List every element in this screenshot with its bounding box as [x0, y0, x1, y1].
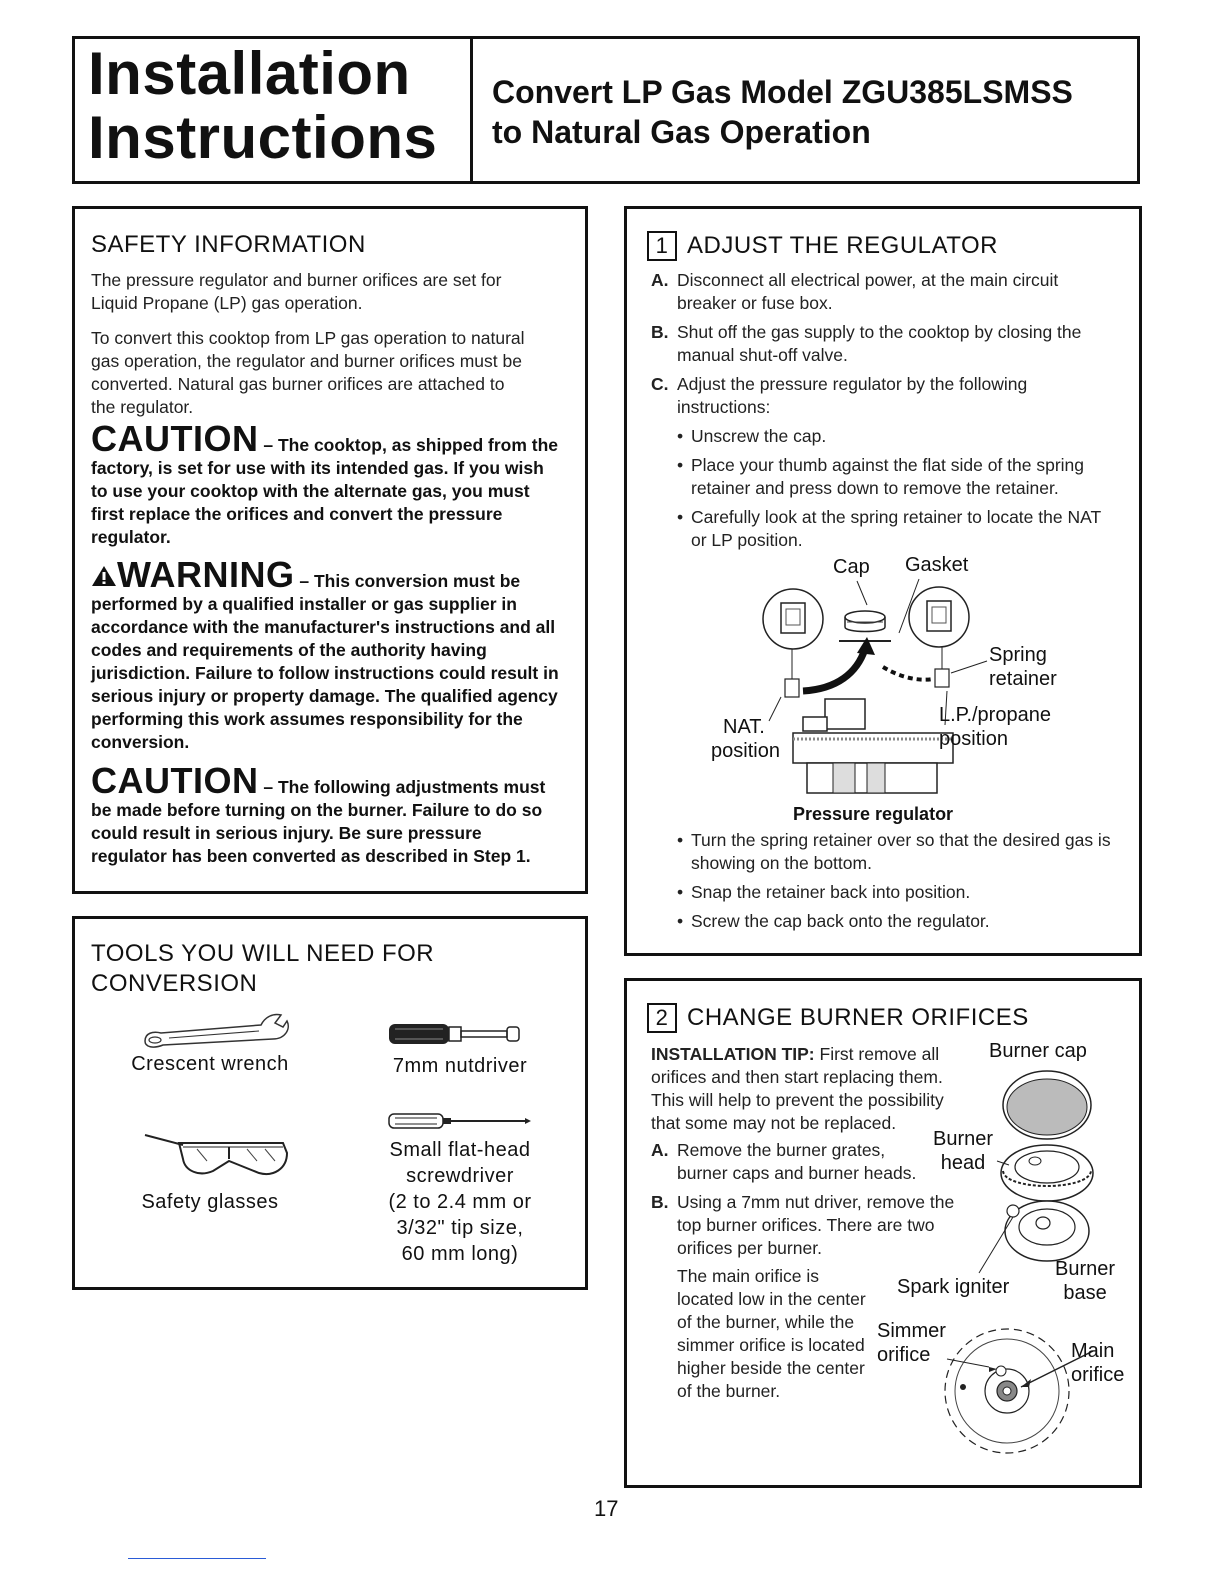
screwdriver-label-line-1: Small flat-head — [389, 1139, 531, 1161]
tip-text-1: First remove all — [819, 1044, 940, 1064]
step1-more-bullets — [651, 829, 1121, 933]
cap-label: Cap — [833, 556, 870, 578]
step2-heading — [647, 1003, 1029, 1033]
page-subtitle — [492, 72, 1073, 152]
screwdriver-label-line-4: 3/32" tip size, — [396, 1217, 524, 1239]
burner-base-line-1: Burner — [1055, 1258, 1116, 1280]
step1-item-b-letter: B. — [651, 322, 669, 342]
simmer-orifice-line-1: Simmer — [877, 1320, 946, 1342]
caution-1-word: CAUTION — [91, 418, 259, 459]
burner-base-label — [1055, 1257, 1115, 1305]
spark-igniter-label: Spark igniter — [897, 1276, 1010, 1298]
main-orifice-label — [1071, 1339, 1124, 1387]
page-number: 17 — [594, 1496, 619, 1521]
simmer-orifice-label — [877, 1319, 946, 1367]
step2-main-orifice-text — [677, 1265, 897, 1403]
step1-item-a-text: Disconnect all electrical power, at the main circuit breaker or fuse box. — [677, 270, 1059, 313]
footer-rule — [128, 1558, 266, 1559]
safety-title: SAFETY INFORMATION — [91, 231, 366, 258]
step1-bullet-6: • Screw the cap back onto the regulator. — [677, 910, 1121, 933]
caution-2-text: – The following adjustments must be made before turning on the burner. Failure to do so could result in serious injury. Be sure pressure regulator has been converted as described in Step 1. — [91, 777, 546, 866]
spring-retainer-line-1: Spring — [989, 644, 1047, 666]
main-orifice-line-4: simmer orifice is located — [677, 1335, 865, 1355]
step1-item-a — [651, 269, 1121, 315]
title-line-1: Installation — [88, 40, 411, 107]
main-orifice-line-6: of the burner. — [677, 1381, 781, 1401]
step2-item-a — [651, 1139, 951, 1185]
screwdriver-label-line-5: 60 mm long) — [401, 1243, 519, 1265]
header-divider — [470, 36, 473, 184]
tools-title-line-1: TOOLS YOU WILL NEED FOR — [91, 940, 435, 967]
step1-number: 1 — [647, 231, 677, 261]
simmer-orifice-line-2: orifice — [877, 1344, 931, 1366]
burner-head-label — [933, 1127, 993, 1175]
safety-glasses-label: Safety glasses — [141, 1191, 279, 1213]
step1-bullet-4: • Turn the spring retainer over so that the desired gas is showing on the bottom. — [677, 829, 1121, 875]
nutdriver-label: 7mm nutdriver — [392, 1055, 528, 1077]
main-orifice-label-line-1: Main — [1071, 1340, 1115, 1362]
gasket-label: Gasket — [905, 554, 969, 576]
nutdriver-icon — [385, 1019, 525, 1054]
main-orifice-line-3: of the burner, while the — [677, 1312, 855, 1332]
lp-position-label — [939, 703, 1051, 751]
step2-item-b-line-1: Using a 7mm nut driver, remove the — [677, 1192, 955, 1212]
main-orifice-line-5: higher beside the center — [677, 1358, 865, 1378]
step1-item-c-letter: C. — [651, 374, 669, 394]
caution-1-text: – The cooktop, as shipped from the factory, is set for use with its intended gas. If you wish to use your cooktop with the alternate gas, you must first replace the orifices and convert the pressure regulator. — [91, 435, 558, 547]
tip-line-3: This will help to prevent the possibility — [651, 1090, 944, 1110]
tools-title — [91, 939, 434, 999]
step1-item-b — [651, 321, 1121, 367]
safety-glasses-icon — [143, 1125, 293, 1190]
step2-item-a-letter: A. — [651, 1140, 669, 1160]
safety-panel — [72, 206, 588, 894]
step2-item-b-line-3: orifices per burner. — [677, 1238, 822, 1258]
step1-item-c — [651, 373, 1121, 419]
step1-bullet-5: • Snap the retainer back into position. — [677, 881, 1121, 904]
spring-retainer-label — [989, 643, 1057, 691]
warning-word: WARNING — [117, 554, 295, 595]
step1-instructions — [651, 269, 1121, 552]
step1-bullet-1: • Unscrew the cap. — [677, 425, 1121, 448]
step2-item-a-line-2: burner caps and burner heads. — [677, 1163, 917, 1183]
page-title — [88, 42, 437, 170]
nat-position-label — [711, 715, 780, 763]
step2-title: CHANGE BURNER ORIFICES — [687, 1004, 1029, 1031]
step2-item-a-body — [651, 1139, 951, 1185]
screwdriver-icon — [385, 1109, 535, 1138]
subtitle-line-2: to Natural Gas Operation — [492, 114, 871, 150]
step1-panel — [624, 206, 1142, 956]
step1-item-a-letter: A. — [651, 270, 669, 290]
step1-heading — [647, 231, 998, 261]
step1-bullet-2: • Place your thumb against the flat side of the spring retainer and press down to remove the retainer. — [677, 454, 1121, 500]
nat-position-line-2: position — [711, 740, 780, 762]
main-orifice-label-line-2: orifice — [1071, 1364, 1125, 1386]
step1-item-c-text: Adjust the pressure regulator by the following instructions: — [677, 374, 1028, 417]
safety-para-2: To convert this cooktop from LP gas operation to natural gas operation, the regulator and burner orifices must be converted. Natural gas burner orifices are attached to the regulator. — [91, 328, 525, 417]
burner-head-line-1: Burner — [933, 1128, 994, 1150]
screwdriver-label-line-3: (2 to 2.4 mm or — [388, 1191, 532, 1213]
caution-1 — [91, 418, 561, 549]
subtitle-line-1: Convert LP Gas Model ZGU385LSMSS — [492, 74, 1073, 110]
step2-item-b-line-2: top burner orifices. There are two — [677, 1215, 935, 1235]
step1-title: ADJUST THE REGULATOR — [687, 232, 998, 259]
warning-text: – This conversion must be performed by a qualified installer or gas supplier in accordance with the manufacturer's instructions and all codes and requirements of the authority having jurisdiction. Failure to follow instructions could result in serious injury or property damage. The qualified agency performing this work assumes responsibility for the conversion. — [91, 571, 559, 752]
main-orifice-line-1: The main orifice is — [677, 1266, 819, 1286]
warning-triangle-icon — [91, 565, 117, 593]
tip-line-2: orifices and then start replacing them. — [651, 1067, 943, 1087]
tip-line-4: that some may not be replaced. — [651, 1113, 897, 1133]
burner-head-line-2: head — [940, 1152, 986, 1174]
step2-item-a-line-1: Remove the burner grates, — [677, 1140, 886, 1160]
step2-panel — [624, 978, 1142, 1488]
warning — [91, 554, 561, 754]
title-line-2: Instructions — [88, 104, 438, 171]
burner-cap-label: Burner cap — [989, 1040, 1087, 1062]
caution-2-word: CAUTION — [91, 760, 259, 801]
spring-retainer-line-2: retainer — [989, 668, 1057, 690]
pressure-regulator-caption: Pressure regulator — [793, 804, 954, 824]
nat-position-line-1: NAT. — [723, 716, 765, 738]
screwdriver-label — [355, 1137, 565, 1267]
step2-number: 2 — [647, 1003, 677, 1033]
step1-bullet-3: • Carefully look at the spring retainer to locate the NAT or LP position. — [677, 506, 1121, 552]
lp-position-line-2: position — [939, 728, 1008, 750]
safety-para-1: The pressure regulator and burner orifices are set for Liquid Propane (LP) gas operation. — [91, 270, 502, 313]
tip-label: INSTALLATION TIP: — [651, 1044, 815, 1064]
main-orifice-line-2: located low in the center — [677, 1289, 866, 1309]
lp-position-line-1: L.P./propane — [939, 704, 1051, 726]
burner-base-line-2: base — [1063, 1282, 1107, 1304]
tools-panel — [72, 916, 588, 1290]
step1-item-b-text: Shut off the gas supply to the cooktop by closing the manual shut-off valve. — [677, 322, 1082, 365]
screwdriver-label-line-2: screwdriver — [406, 1165, 514, 1187]
caution-2 — [91, 760, 561, 868]
tools-title-line-2: CONVERSION — [91, 970, 258, 997]
step2-item-b-letter: B. — [651, 1192, 669, 1212]
wrench-label: Crescent wrench — [131, 1053, 289, 1075]
